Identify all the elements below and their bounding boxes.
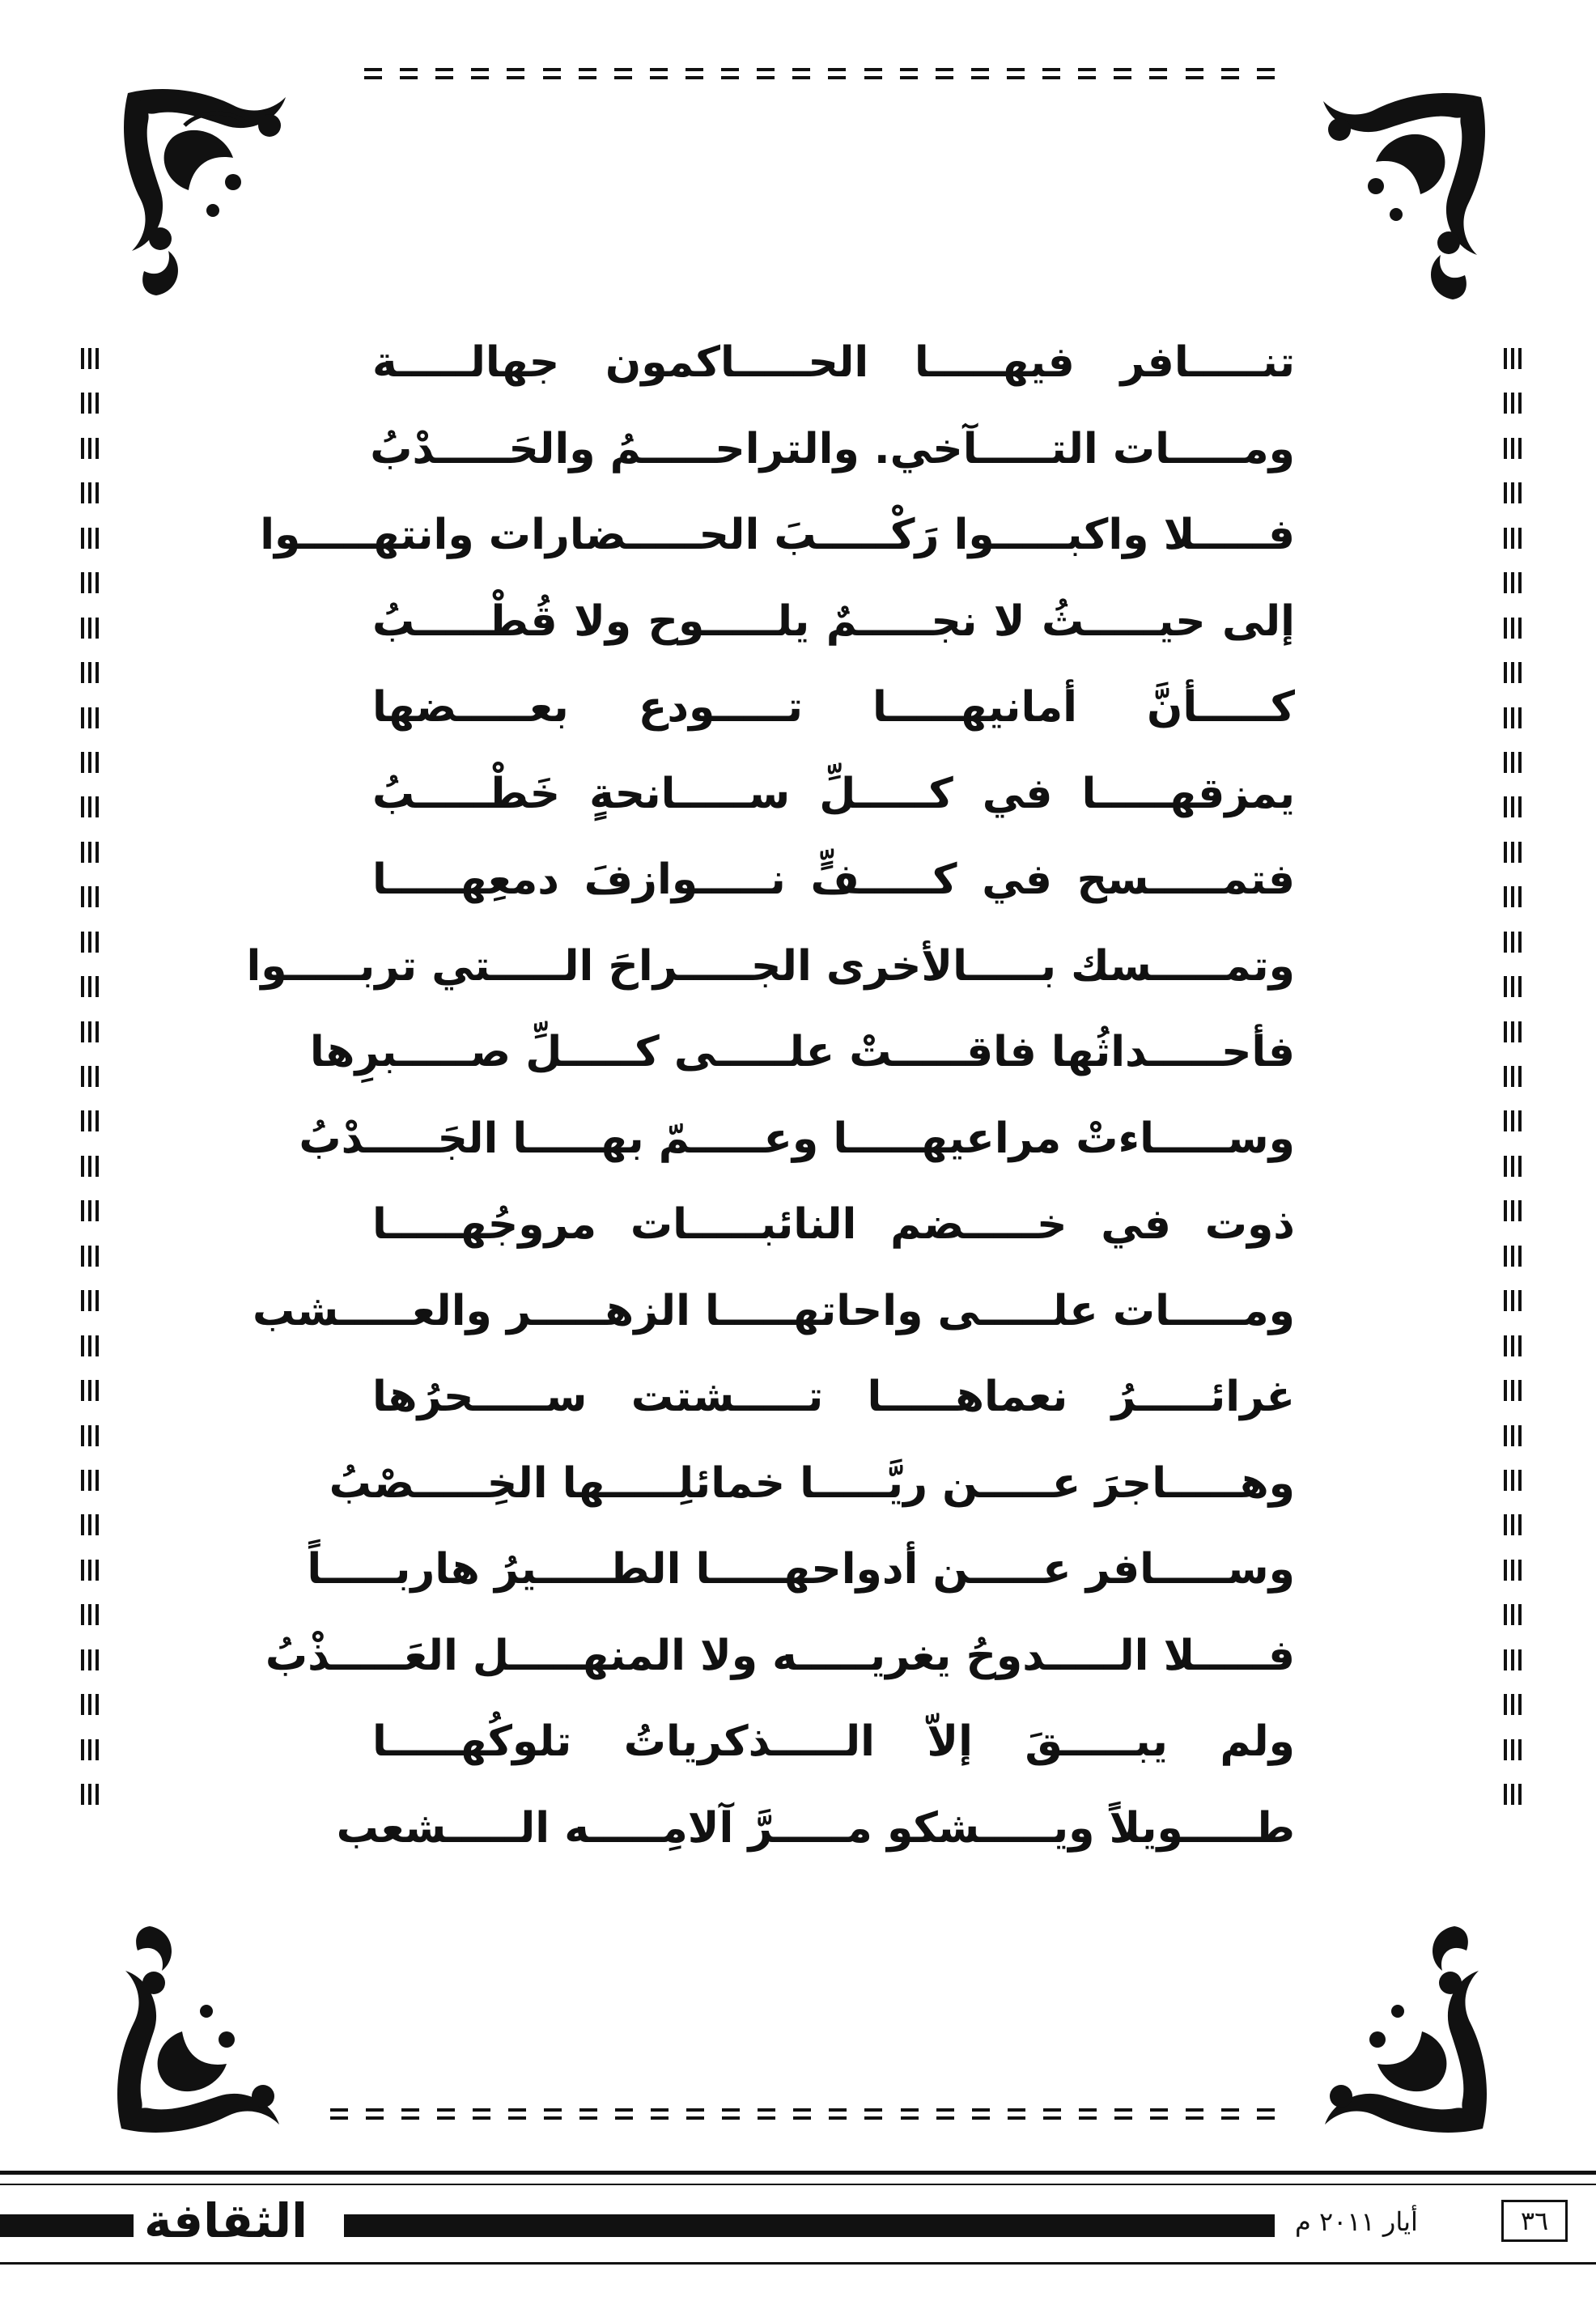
- rail-mark: [1504, 1156, 1522, 1177]
- footer-rule-bottom: [0, 2262, 1596, 2265]
- poem-verse-text: كـــــأنَّ أمانيهـــــا تـــــودع بعـــــضها: [372, 683, 1295, 732]
- brand-bar-right: [344, 2214, 1275, 2237]
- right-side-rail: [1504, 348, 1522, 1805]
- border-dash: [435, 68, 453, 79]
- border-dash: [1221, 68, 1239, 79]
- border-dash: [936, 68, 953, 79]
- border-dash: [615, 2108, 633, 2120]
- rail-mark: [1504, 842, 1522, 863]
- rail-mark: [1504, 618, 1522, 639]
- border-dash: [1078, 68, 1096, 79]
- poem-verse: [372, 320, 1295, 406]
- rail-mark: [1504, 438, 1522, 459]
- floral-corner-ornament-icon: [1311, 81, 1497, 308]
- rail-mark: [81, 1649, 99, 1670]
- rail-mark: [81, 976, 99, 997]
- border-dash: [401, 2108, 419, 2120]
- border-dash: [1150, 2108, 1168, 2120]
- border-dash: [936, 2108, 954, 2120]
- poem-verse-text: إلى حيـــــثُ لا نجـــــمٌ يلـــــوح ولا قُطْـــــبُ: [372, 596, 1295, 646]
- rail-mark: [1504, 1425, 1522, 1446]
- border-dash: [971, 68, 989, 79]
- poem-verse: [336, 1785, 1295, 1872]
- border-dash: [1186, 68, 1203, 79]
- border-dash: [758, 2108, 775, 2120]
- floral-corner-ornament-icon: [1313, 1918, 1499, 2145]
- rail-mark: [1504, 1560, 1522, 1581]
- rail-mark: [1504, 1739, 1522, 1760]
- rail-mark: [1504, 707, 1522, 728]
- border-dash: [364, 68, 382, 79]
- rail-mark: [81, 348, 99, 369]
- footer-rule: [0, 2171, 1596, 2175]
- poem-verse-text: غرائـــــرُ نعماهـــــا تـــــشتت ســـــحرُها: [372, 1373, 1295, 1422]
- rail-mark: [81, 1156, 99, 1177]
- border-dash: [829, 2108, 847, 2120]
- poem-verse-text: فأحـــــداثُها فاقـــــتْ علـــــى كـــــلِّ صـــــبرِها: [309, 1028, 1295, 1077]
- rail-mark: [1504, 976, 1522, 997]
- rail-mark: [1504, 752, 1522, 773]
- bottom-dashed-border: [330, 2108, 1275, 2120]
- poem-verse-text: وهـــــاجرَ عـــــن ريَّـــــا خمائلِـــــها الخِـــــصْبُ: [329, 1458, 1295, 1508]
- border-dash: [544, 2108, 562, 2120]
- poem-verse: [265, 1613, 1295, 1700]
- border-dash: [1079, 2108, 1097, 2120]
- rail-mark: [1504, 662, 1522, 683]
- border-dash: [543, 68, 561, 79]
- border-dash: [1257, 68, 1275, 79]
- rail-mark: [81, 1514, 99, 1535]
- poem-verse-text: فتمـــــسح في كـــــفٍّ نـــــوازفَ دمعِهـــــا: [372, 855, 1295, 905]
- page-number: ٣٦: [1501, 2200, 1568, 2242]
- rail-mark: [81, 528, 99, 549]
- border-dash: [1114, 2108, 1132, 2120]
- footer-rule-thin: [0, 2184, 1596, 2185]
- border-dash: [507, 68, 524, 79]
- rail-mark: [1504, 1110, 1522, 1131]
- poem-verse: [372, 406, 1295, 493]
- poem-verse-text: فـــــلا الـــــدوحُ يغريـــــه ولا المنهـــــل العَـــــذْبُ: [265, 1631, 1295, 1680]
- border-dash: [651, 2108, 669, 2120]
- rail-mark: [1504, 1649, 1522, 1670]
- border-dash: [793, 2108, 811, 2120]
- rail-mark: [81, 438, 99, 459]
- poem-verse-text: يمزقهـــــا في كـــــلِّ ســـــانحةٍ خَطْـــــبُ: [372, 769, 1295, 818]
- poem-verse: [372, 1354, 1295, 1441]
- rail-mark: [81, 1066, 99, 1087]
- rail-mark: [1504, 932, 1522, 953]
- rail-mark: [81, 482, 99, 503]
- rail-mark: [81, 1110, 99, 1131]
- poem-verse: [307, 1526, 1295, 1613]
- rail-mark: [81, 572, 99, 593]
- rail-mark: [81, 1290, 99, 1311]
- rail-mark: [81, 1021, 99, 1042]
- border-dash: [972, 2108, 990, 2120]
- rail-mark: [1504, 1335, 1522, 1356]
- poem-verse-text: تنـــــافر فيهـــــا الحـــــاكمون جهالـــــة: [372, 338, 1295, 388]
- border-dash: [400, 68, 418, 79]
- border-dash: [1043, 2108, 1061, 2120]
- poem-verse: [372, 837, 1295, 923]
- rail-mark: [81, 1200, 99, 1221]
- border-dash: [579, 2108, 597, 2120]
- border-dash: [1007, 68, 1025, 79]
- page-footer: [0, 2192, 1596, 2256]
- border-dash: [579, 68, 596, 79]
- rail-mark: [81, 1560, 99, 1581]
- top-dashed-border: [364, 68, 1275, 79]
- border-dash: [1257, 2108, 1275, 2120]
- border-dash: [471, 68, 489, 79]
- rail-mark: [1504, 1290, 1522, 1311]
- border-dash: [901, 2108, 919, 2120]
- rail-mark: [1504, 572, 1522, 593]
- border-dash: [864, 2108, 882, 2120]
- rail-mark: [81, 1739, 99, 1760]
- rail-mark: [81, 1246, 99, 1267]
- border-dash: [900, 68, 918, 79]
- rail-mark: [81, 1380, 99, 1401]
- border-dash: [473, 2108, 490, 2120]
- poem-verse: [372, 664, 1295, 751]
- rail-mark: [81, 842, 99, 863]
- border-dash: [614, 68, 632, 79]
- poem-verse-text: فـــــلا واكبـــــوا رَكْـــــبَ الحـــــضارات وانتهـــــوا: [260, 511, 1295, 560]
- rail-mark: [81, 796, 99, 817]
- rail-mark: [1504, 796, 1522, 817]
- border-dash: [508, 2108, 526, 2120]
- rail-mark: [81, 932, 99, 953]
- border-dash: [1114, 68, 1131, 79]
- poem-verse: [372, 1699, 1295, 1785]
- poem-verse: [299, 1096, 1295, 1182]
- rail-mark: [81, 886, 99, 907]
- magazine-brand: الثقافة: [144, 2193, 308, 2248]
- border-dash: [686, 2108, 704, 2120]
- poem-verse: [329, 1441, 1295, 1527]
- rail-mark: [1504, 393, 1522, 414]
- rail-mark: [1504, 528, 1522, 549]
- border-dash: [864, 68, 882, 79]
- poem-verse-text: ولم يبـــــقَ إلاّ الـــــذكرياتُ تلوكُهـــــا: [372, 1717, 1295, 1767]
- border-dash: [650, 68, 668, 79]
- poem-verse-text: ومـــــات التـــــآخي. والتراحـــــمُ والحَـــــدْبُ: [370, 424, 1295, 473]
- floral-corner-ornament-icon: [105, 1918, 291, 2145]
- rail-mark: [1504, 1514, 1522, 1535]
- poem-verse-text: وســـــاءتْ مراعيهـــــا وعـــــمّ بهـــــا الجَـــــدْبُ: [299, 1114, 1295, 1163]
- rail-mark: [1504, 1246, 1522, 1267]
- issue-date: أيار ٢٠١١ م: [1295, 2206, 1418, 2237]
- rail-mark: [81, 618, 99, 639]
- rail-mark: [1504, 348, 1522, 369]
- border-dash: [330, 2108, 348, 2120]
- border-dash: [1008, 2108, 1025, 2120]
- rail-mark: [1504, 482, 1522, 503]
- border-dash: [1042, 68, 1060, 79]
- border-dash: [1149, 68, 1167, 79]
- rail-mark: [81, 393, 99, 414]
- poem-body: [246, 320, 1295, 1871]
- poem-verse-text: وتمـــــسك بـــــالأخرى الجـــــراحَ الـــــتي تربـــــوا: [246, 941, 1295, 991]
- floral-corner-ornament-icon: [112, 77, 298, 304]
- border-dash: [1221, 2108, 1239, 2120]
- rail-mark: [81, 1470, 99, 1491]
- rail-mark: [1504, 1694, 1522, 1715]
- rail-mark: [81, 1604, 99, 1625]
- border-dash: [721, 68, 739, 79]
- border-dash: [686, 68, 703, 79]
- rail-mark: [81, 707, 99, 728]
- rail-mark: [81, 1425, 99, 1446]
- rail-mark: [1504, 1066, 1522, 1087]
- border-dash: [757, 68, 775, 79]
- rail-mark: [81, 752, 99, 773]
- poem-verse: [372, 579, 1295, 665]
- rail-mark: [81, 1335, 99, 1356]
- rail-mark: [1504, 1021, 1522, 1042]
- poem-verse-text: طـــــويلاً ويـــــشكو مـــــرَّ آلامِـــــه الـــــشعب: [336, 1803, 1295, 1853]
- poem-verse-text: ومـــــات علـــــى واحاتهـــــا الزهـــــر والعـــــشب: [252, 1286, 1295, 1335]
- border-dash: [1186, 2108, 1203, 2120]
- border-dash: [366, 2108, 384, 2120]
- border-dash: [437, 2108, 455, 2120]
- rail-mark: [1504, 1380, 1522, 1401]
- rail-mark: [1504, 1470, 1522, 1491]
- rail-mark: [81, 1694, 99, 1715]
- border-dash: [828, 68, 846, 79]
- poem-verse-text: ذوت في خـــــضم النائبـــــات مروجُهـــــا: [372, 1200, 1295, 1250]
- rail-mark: [1504, 1604, 1522, 1625]
- poem-verse-text: وســـــافر عـــــن أدواحهـــــا الطـــــيرُ هاربـــــاً: [307, 1545, 1295, 1594]
- rail-mark: [81, 662, 99, 683]
- poem-verse: [246, 923, 1295, 1010]
- left-side-rail: [81, 348, 99, 1805]
- poem-verse: [372, 751, 1295, 838]
- poem-verse: [309, 1009, 1295, 1096]
- poem-verse: [252, 1268, 1295, 1355]
- poem-verse: [260, 492, 1295, 579]
- rail-mark: [1504, 886, 1522, 907]
- border-dash: [792, 68, 810, 79]
- rail-mark: [81, 1784, 99, 1805]
- rail-mark: [1504, 1784, 1522, 1805]
- rail-mark: [1504, 1200, 1522, 1221]
- brand-bar-left: [0, 2214, 134, 2237]
- border-dash: [722, 2108, 740, 2120]
- poem-verse: [372, 1182, 1295, 1268]
